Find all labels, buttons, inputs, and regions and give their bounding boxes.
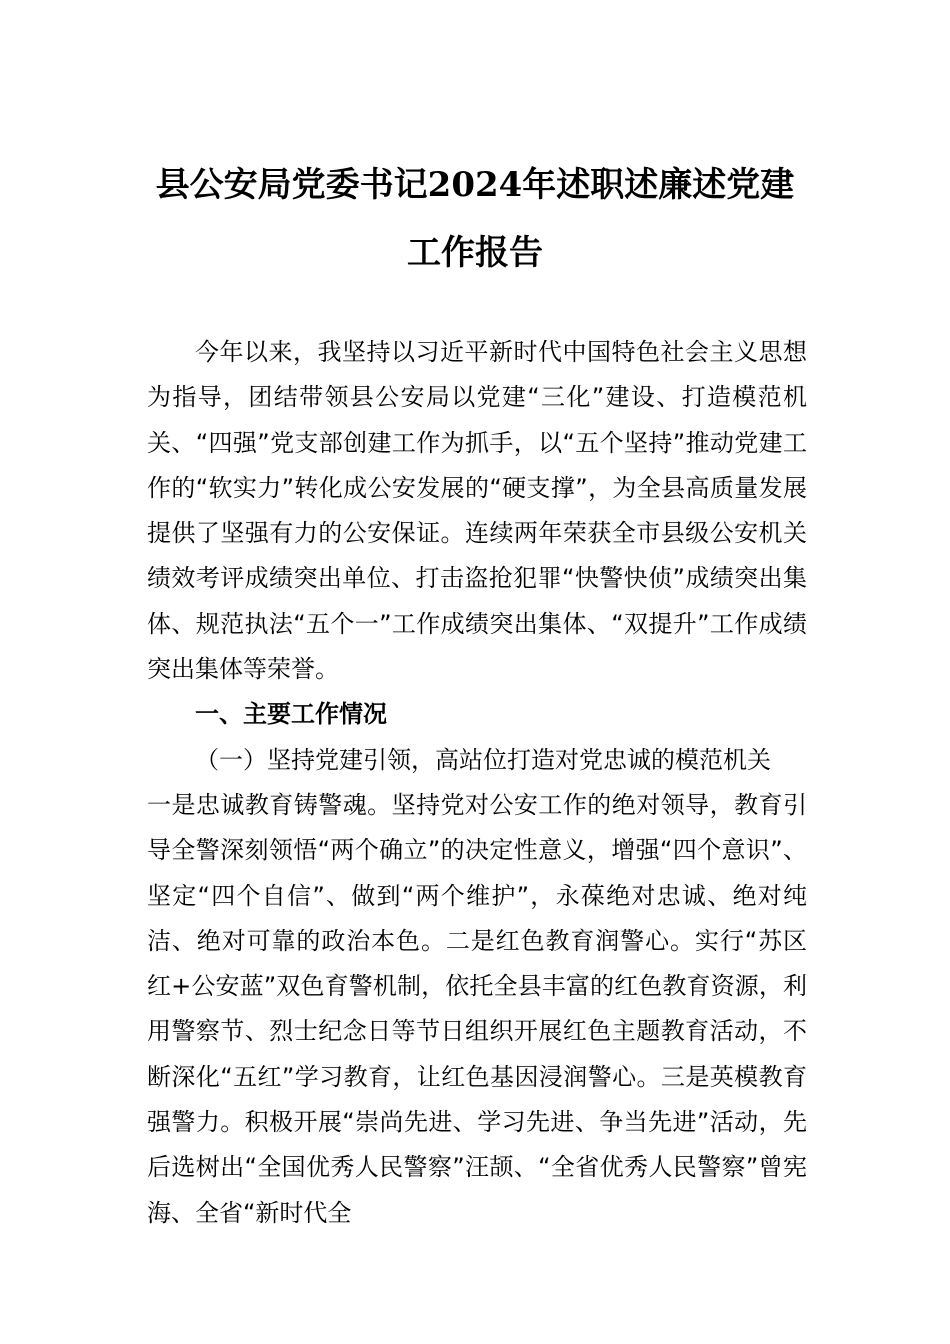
subsection-heading: （一）坚持党建引领，高站位打造对党忠诚的模范机关 (195, 745, 771, 774)
section-heading: 一、主要工作情况 (195, 700, 387, 729)
document-title-line-2: 工作报告 (407, 233, 543, 273)
document-body (147, 330, 807, 1236)
subsection-paragraph: 一是忠诚教育铸警魂。坚持党对公安工作的绝对领导，教育引导全警深刻领悟“两个确立”的决定性意义，增强“四个意识”、坚定“四个自信”、做到“两个维护”，永葆绝对忠诚、绝对纯洁、绝对可靠的政治本色。二是红色教育润警心。实行“苏区红+公安蓝”双色育警机制，依托全县丰富的红色教育资源，利用警察节、烈士纪念日等节日组织开展红色主题教育活动，不断深化“五红”学习教育，让红色基因浸润警心。三是英模教育强警力。积极开展“崇尚先进、学习先进、争当先进”活动，先后选树出“全国优秀人民警察”汪颉、“全省优秀人民警察”曾宪海、全省“新时代全 (147, 790, 807, 1227)
document-title-line-1: 县公安局党委书记2024年述职述廉述党建 (155, 165, 795, 205)
intro-paragraph: 今年以来，我坚持以习近平新时代中国特色社会主义思想为指导，团结带领县公安局以党建“三化”建设、打造模范机关、“四强”党支部创建工作为抓手，以“五个坚持”推动党建工作的“软实力”转化成公安发展的“硬支撑”，为全县高质量发展提供了坚强有力的公安保证。连续两年荣获全市县级公安机关绩效考评成绩突出单位、打击盗抢犯罪“快警快侦”成绩突出集体、规范执法“五个一”工作成绩突出集体、“双提升”工作成绩突出集体等荣誉。 (147, 338, 807, 684)
